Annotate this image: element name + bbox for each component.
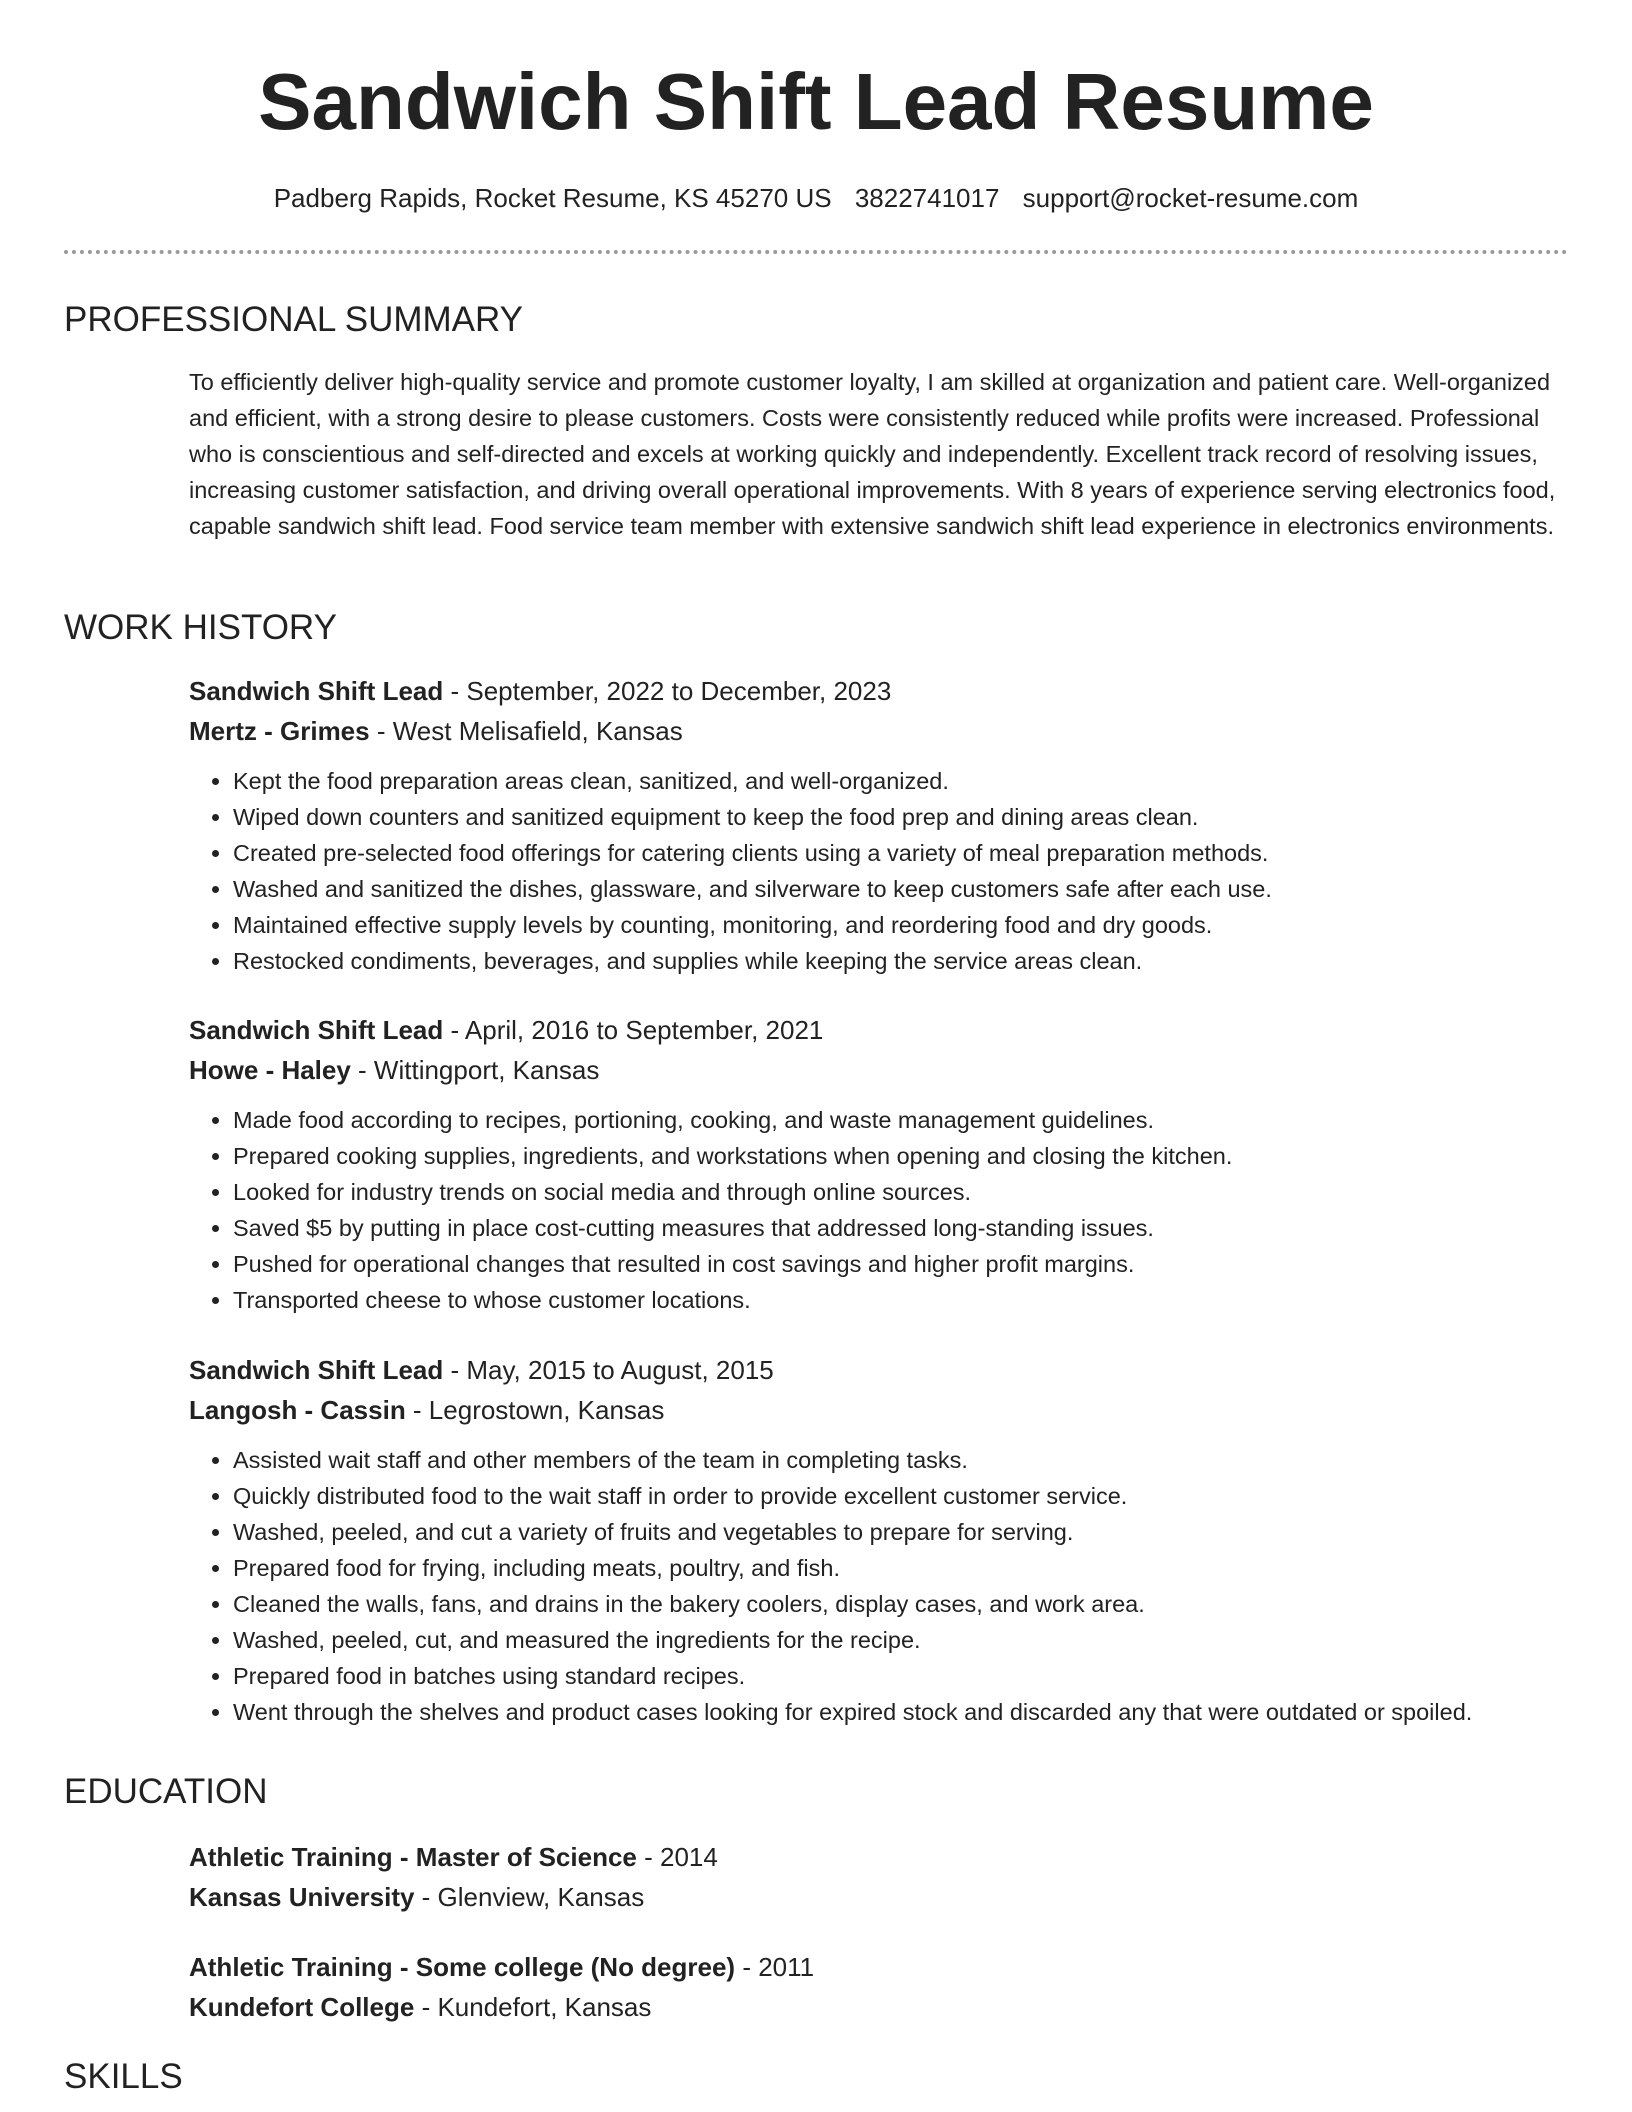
job-bullets <box>189 763 1569 979</box>
job-bullet: • Pushed for operational changes that resulted in cost savings and higher profit margins. <box>233 1246 1569 1282</box>
job-title: Sandwich Shift Lead <box>189 1015 444 1045</box>
job-bullet: • Washed, peeled, and cut a variety of fruits and vegetables to prepare for serving. <box>233 1514 1569 1550</box>
job-bullet: • Went through the shelves and product cases looking for expired stock and discarded any that were outdated or spoiled. <box>233 1694 1569 1730</box>
job-company-line <box>189 1050 1569 1090</box>
job-bullet: • Prepared cooking supplies, ingredients, and workstations when opening and closing the kitchen. <box>233 1138 1569 1174</box>
contact-line <box>0 180 1632 216</box>
education-year: - 2011 <box>735 1952 815 1982</box>
education-entry <box>189 1837 1569 1917</box>
job-title: Sandwich Shift Lead <box>189 676 444 706</box>
job-company: Howe - Haley <box>189 1055 351 1085</box>
job-title-line <box>189 1350 1569 1390</box>
job-bullet: • Quickly distributed food to the wait staff in order to provide excellent customer service. <box>233 1478 1569 1514</box>
job-bullet: • Cleaned the walls, fans, and drains in the bakery coolers, display cases, and work area. <box>233 1586 1569 1622</box>
education-degree-line <box>189 1837 1569 1877</box>
education-entry <box>189 1947 1569 2027</box>
contact-phone: 3822741017 <box>854 183 1000 213</box>
job-dates: - April, 2016 to September, 2021 <box>443 1015 824 1045</box>
education-degree: Athletic Training - Master of Science <box>189 1842 637 1872</box>
job-bullets <box>189 1102 1569 1318</box>
education-location: - Glenview, Kansas <box>414 1882 645 1912</box>
education-location: - Kundefort, Kansas <box>414 1992 652 2022</box>
job-bullet: • Wiped down counters and sanitized equipment to keep the food prep and dining areas clean. <box>233 799 1569 835</box>
job-title: Sandwich Shift Lead <box>189 1355 444 1385</box>
education-school-line <box>189 1877 1569 1917</box>
education-degree: Athletic Training - Some college (No degree) <box>189 1952 736 1982</box>
job-bullet: • Kept the food preparation areas clean, sanitized, and well-organized. <box>233 763 1569 799</box>
skills-heading: SKILLS <box>64 2057 183 2096</box>
job-title-line <box>189 671 1569 711</box>
work-history-heading: WORK HISTORY <box>64 608 337 647</box>
summary-text: To efficiently deliver high-quality service and promote customer loyalty, I am skilled at organization and patient care. Well-organized and efficient, with a strong desire to please customers. Costs were consistently reduced while profits were increased. Professional who is conscientious and self-directed and excels at working quickly and independently. Excellent track record of resolving issues, increasing customer satisfaction, and driving overall operational improvements. With 8 years of experience serving electronics food, capable sandwich shift lead. Food service team member with extensive sandwich shift lead experience in electronics environments. <box>189 369 1556 539</box>
education-school: Kansas University <box>189 1882 415 1912</box>
job-bullet: • Prepared food in batches using standard recipes. <box>233 1658 1569 1694</box>
header-divider <box>64 250 1568 254</box>
education-school-line <box>189 1987 1569 2027</box>
job-bullet: • Made food according to recipes, portioning, cooking, and waste management guidelines. <box>233 1102 1569 1138</box>
job-entry <box>189 1010 1569 1318</box>
job-entry <box>189 1350 1569 1730</box>
job-bullet: • Looked for industry trends on social media and through online sources. <box>233 1174 1569 1210</box>
job-location: - Wittingport, Kansas <box>350 1055 600 1085</box>
job-location: - West Melisafield, Kansas <box>369 716 683 746</box>
job-bullet: • Assisted wait staff and other members of the team in completing tasks. <box>233 1442 1569 1478</box>
job-company-line <box>189 711 1569 751</box>
job-company: Mertz - Grimes <box>189 716 370 746</box>
contact-address: Padberg Rapids, Rocket Resume, KS 45270 US <box>273 183 832 213</box>
education-school: Kundefort College <box>189 1992 415 2022</box>
job-bullets <box>189 1442 1569 1730</box>
education-degree-line <box>189 1947 1569 1987</box>
contact-email: support@rocket-resume.com <box>1022 183 1359 213</box>
job-bullet: • Washed, peeled, cut, and measured the ingredients for the recipe. <box>233 1622 1569 1658</box>
job-company: Langosh - Cassin <box>189 1395 406 1425</box>
education-heading: EDUCATION <box>64 1772 268 1811</box>
job-entry <box>189 671 1569 979</box>
job-bullet: • Washed and sanitized the dishes, glassware, and silverware to keep customers safe after each use. <box>233 871 1569 907</box>
job-bullet: • Created pre-selected food offerings for catering clients using a variety of meal preparation methods. <box>233 835 1569 871</box>
summary-heading: PROFESSIONAL SUMMARY <box>64 300 523 339</box>
job-bullet: • Saved $5 by putting in place cost-cutting measures that addressed long-standing issues. <box>233 1210 1569 1246</box>
job-dates: - May, 2015 to August, 2015 <box>443 1355 774 1385</box>
job-title-line <box>189 1010 1569 1050</box>
job-bullet: • Restocked condiments, beverages, and supplies while keeping the service areas clean. <box>233 943 1569 979</box>
job-bullet: • Prepared food for frying, including meats, poultry, and fish. <box>233 1550 1569 1586</box>
education-year: - 2014 <box>636 1842 718 1872</box>
summary-block <box>189 364 1569 544</box>
job-location: - Legrostown, Kansas <box>405 1395 665 1425</box>
job-company-line <box>189 1390 1569 1430</box>
job-dates: - September, 2022 to December, 2023 <box>443 676 892 706</box>
job-bullet: • Maintained effective supply levels by counting, monitoring, and reordering food and dry goods. <box>233 907 1569 943</box>
job-bullet: • Transported cheese to whose customer locations. <box>233 1282 1569 1318</box>
resume-title: Sandwich Shift Lead Resume <box>258 57 1374 146</box>
